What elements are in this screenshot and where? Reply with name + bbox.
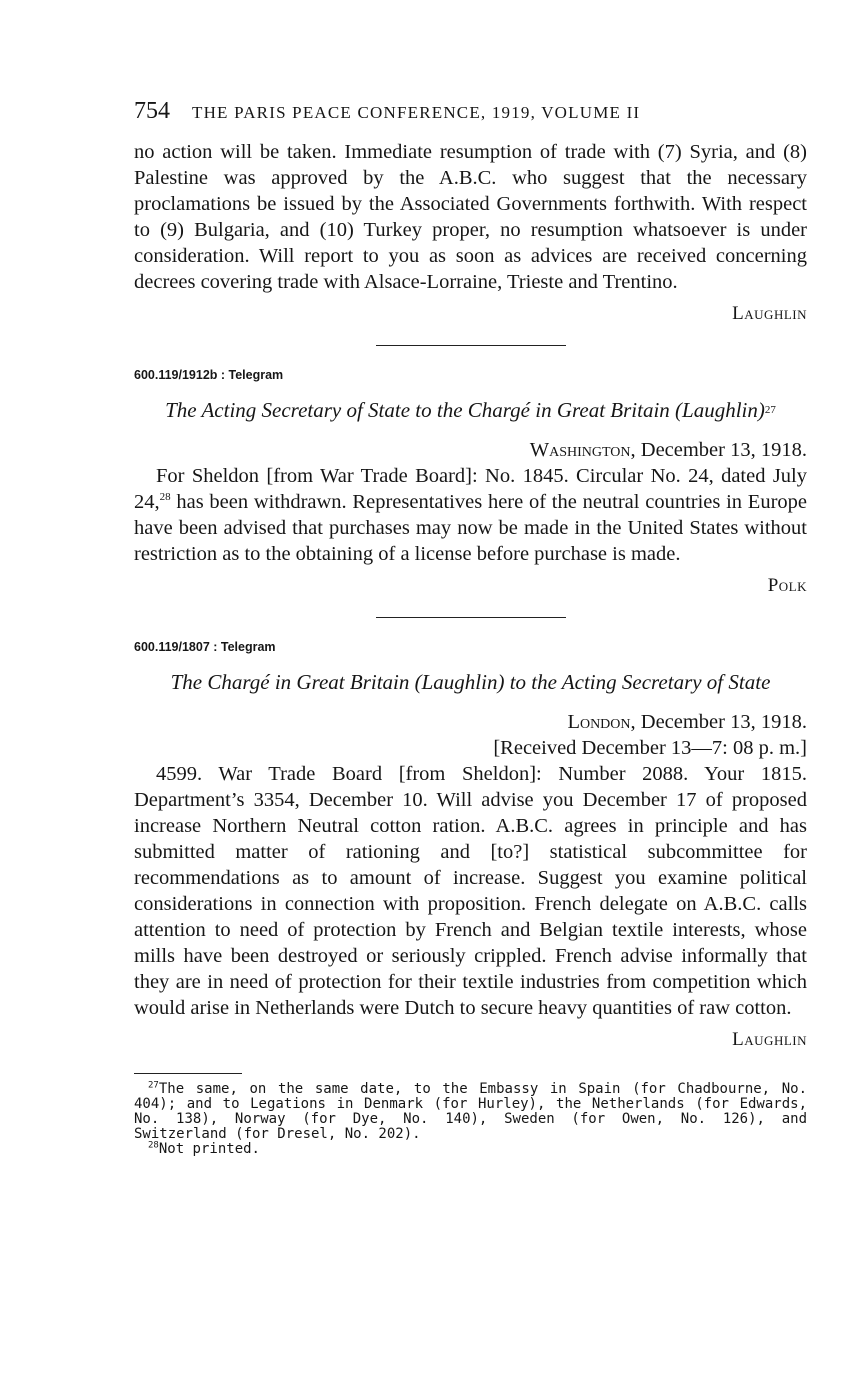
footnote-27 <box>134 1082 807 1142</box>
footnote-text: Not printed. <box>158 1141 260 1157</box>
footnote-mark: 27 <box>148 1080 159 1091</box>
footnote-mark: 28 <box>148 1140 159 1151</box>
file-number: 600.119/1912b : Telegram <box>134 368 284 382</box>
section-divider <box>376 617 566 618</box>
section-divider <box>376 345 566 346</box>
footnote-ref: 28 <box>159 491 171 504</box>
file-number: 600.119/1807 : Telegram <box>134 640 276 654</box>
received-note: [Received December 13—7: 08 p. m.] <box>493 737 807 759</box>
signature-polk: Polk <box>767 575 807 596</box>
body-text: For Sheldon [from War Trade Board]: No. 1845. Circular No. 24, dated July 24, <box>134 465 807 513</box>
footnote-rule <box>134 1073 242 1074</box>
footnote-28 <box>134 1142 807 1157</box>
dateline-date: , December 13, 1918. <box>630 711 807 733</box>
footnote-ref: 27 <box>764 404 776 416</box>
dateline <box>134 709 807 735</box>
document-heading: The Chargé in Great Britain (Laughlin) to the Acting Secretary of State <box>170 670 771 694</box>
dateline <box>134 437 807 463</box>
document-page <box>134 98 807 1157</box>
page-number: 754 <box>134 98 170 124</box>
dateline-place: London <box>567 711 631 733</box>
running-header <box>134 98 807 125</box>
dateline-date: , December 13, 1918. <box>630 439 807 461</box>
heading-text: The Acting Secretary of State to the Chargé in Great Britain (Laughlin) <box>165 398 765 422</box>
dateline-place: Washington <box>529 439 631 461</box>
running-title: THE PARIS PEACE CONFERENCE, 1919, VOLUME II <box>192 103 641 122</box>
telegram-body: 4599. War Trade Board [from Sheldon]: Number 2088. Your 1815. Department’s 3354, December 10. Will advise you December 17 of proposed increase Northern Neutral cotton ration. A.B.C. agrees in principle and has submitted matter of rationing and [to?] statistical subcommittee for recommendations as to amount of increase. Suggest you examine political considerations in connection with proposition. French delegate on A.B.C. calls attention to need of protection by French and Belgian textile interests, whose mills have been destroyed or seriously crippled. French advise informally that they are in need of protection for their textile industries from competition which would arise in Netherlands were Dutch to secure heavy quantities of raw cotton. <box>134 763 807 1019</box>
document-heading <box>140 398 801 423</box>
signature-laughlin-2: Laughlin <box>732 1029 807 1050</box>
footnote-text: The same, on the same date, to the Embassy in Spain (for Chadbourne, No. 404); and to Legations in Denmark (for Hurley), the Netherlands (for Edwards, No. 138), Norway (for Dye, No. 140), Sweden (for Owen, No. 126), and Switzerland (for Dresel, No. 202). <box>134 1081 807 1142</box>
body-text: has been withdrawn. Representatives here of the neutral countries in Europe have been advised that purchases may now be made in the United States without restriction as to the obtaining of a license before purchase is made. <box>134 491 807 565</box>
signature-laughlin-1: Laughlin <box>732 303 807 324</box>
continuation-paragraph: no action will be taken. Immediate resumption of trade with (7) Syria, and (8) Palestine was approved by the A.B.C. who suggest that the necessary proclamations be issued by the Associated Governments forthwith. With respect to (9) Bulgaria, and (10) Turkey proper, no resumption whatsoever is under consideration. Will report to you as soon as advices are received concerning decrees covering trade with Alsace-Lorraine, Trieste and Trentino. <box>134 141 807 293</box>
telegram-body <box>134 463 807 567</box>
